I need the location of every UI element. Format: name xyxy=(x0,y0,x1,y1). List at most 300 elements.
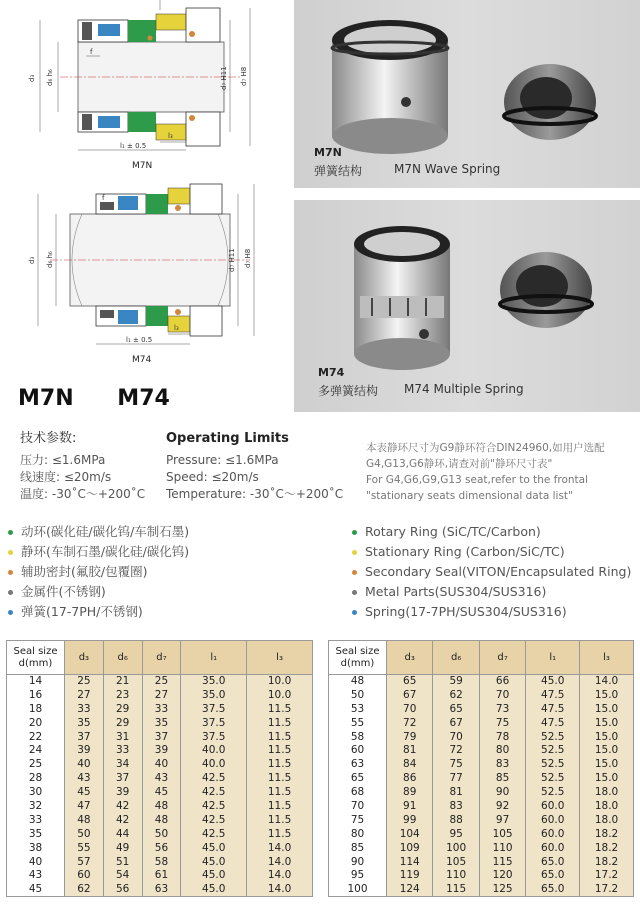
d6-label: d₆ h₆ xyxy=(46,251,54,268)
dimension-cell: 14.0 xyxy=(247,841,313,855)
bullet-dot-icon xyxy=(352,610,357,615)
dimension-cell: 65 xyxy=(387,675,433,689)
table-row xyxy=(329,702,634,716)
dimension-cell: 83 xyxy=(433,800,479,814)
dimension-cell: 14.0 xyxy=(247,869,313,883)
seal-size-cell: 80 xyxy=(329,827,387,841)
dimension-cell: 11.5 xyxy=(247,772,313,786)
dimension-cell: 95 xyxy=(433,827,479,841)
material-item: Secondary Seal(VITON/Encapsulated Ring) xyxy=(352,562,631,582)
dimension-cell: 18.2 xyxy=(580,827,634,841)
dimension-cell: 85 xyxy=(479,772,525,786)
seal-size-cell: 90 xyxy=(329,855,387,869)
header-dimension: d₇ xyxy=(142,641,181,675)
seal-size-cell: 40 xyxy=(7,855,65,869)
dimension-cell: 18.2 xyxy=(580,855,634,869)
dimension-cell: 11.5 xyxy=(247,730,313,744)
seal-size-cell: 55 xyxy=(329,716,387,730)
bullet-dot-icon xyxy=(8,530,13,535)
dimension-cell: 10.0 xyxy=(247,688,313,702)
seal-size-cell: 14 xyxy=(7,675,65,689)
dimension-cell: 11.5 xyxy=(247,786,313,800)
dimension-cell: 45.0 xyxy=(181,869,247,883)
dimension-cell: 63 xyxy=(142,883,181,897)
seal-size-cell: 48 xyxy=(329,675,387,689)
dimension-cell: 15.0 xyxy=(580,702,634,716)
photo-caption-en: M7N Wave Spring xyxy=(394,162,501,176)
dimension-cell: 11.5 xyxy=(247,702,313,716)
dimension-cell: 59 xyxy=(433,675,479,689)
material-item: 弹簧(17-7PH/不锈钢) xyxy=(8,602,189,622)
table-row xyxy=(329,841,634,855)
photo-caption-en: M74 Multiple Spring xyxy=(404,382,524,396)
model-titles xyxy=(18,386,206,411)
params-en-column xyxy=(166,452,343,503)
param-speed-zh: 线速度: ≤20m/s xyxy=(20,470,112,484)
d7-h8-label: d₇ H8 xyxy=(240,66,248,86)
dimension-table-right xyxy=(328,640,634,897)
dimension-cell: 56 xyxy=(142,841,181,855)
m74-technical-drawing xyxy=(0,178,290,370)
dimension-cell: 15.0 xyxy=(580,716,634,730)
dimension-cell: 62 xyxy=(433,688,479,702)
seal-size-cell: 70 xyxy=(329,800,387,814)
table-row xyxy=(329,716,634,730)
table-row xyxy=(329,883,634,897)
d3-label: d₃ xyxy=(28,256,36,264)
bullet-dot-icon xyxy=(352,530,357,535)
photo-caption-zh: 多弹簧结构 xyxy=(318,384,379,398)
table-row xyxy=(7,716,313,730)
dimension-cell: 48 xyxy=(142,813,181,827)
dimension-cell: 45.0 xyxy=(181,855,247,869)
seal-size-cell: 35 xyxy=(7,827,65,841)
d7-h11-label: d₇ H11 xyxy=(228,248,236,272)
d3-label: d₃ xyxy=(28,74,36,82)
dimension-cell: 109 xyxy=(387,841,433,855)
dimension-cell: 52.5 xyxy=(526,786,580,800)
dimension-cell: 37 xyxy=(142,730,181,744)
dimension-cell: 42.5 xyxy=(181,813,247,827)
dimension-cell: 45.0 xyxy=(181,841,247,855)
dimension-cell: 92 xyxy=(479,800,525,814)
dimension-cell: 37 xyxy=(65,730,104,744)
dimension-cell: 15.0 xyxy=(580,758,634,772)
dimension-cell: 58 xyxy=(142,855,181,869)
m74-product-photo xyxy=(294,200,640,412)
dimension-cell: 18.2 xyxy=(580,841,634,855)
dimension-cell: 60.0 xyxy=(526,813,580,827)
seal-size-cell: 63 xyxy=(329,758,387,772)
materials-zh xyxy=(8,522,189,622)
table-row xyxy=(7,702,313,716)
header-dimension: d₇ xyxy=(479,641,525,675)
dimension-cell: 60.0 xyxy=(526,800,580,814)
dimension-cell: 47.5 xyxy=(526,688,580,702)
bullet-dot-icon xyxy=(352,590,357,595)
dimension-cell: 50 xyxy=(65,827,104,841)
dimension-cell: 60.0 xyxy=(526,827,580,841)
table-row xyxy=(329,758,634,772)
material-item: Rotary Ring (SiC/TC/Carbon) xyxy=(352,522,631,542)
dimension-cell: 43 xyxy=(142,772,181,786)
dimension-cell: 39 xyxy=(142,744,181,758)
d7-h11-label: d₇ H11 xyxy=(220,66,228,90)
seat-note-zh: 本表静环尺寸为G9静环符合DIN24960,如用户选配G4,G13,G6静环,请查对前"静环尺寸表" xyxy=(366,442,605,470)
d7-h8-label: d₇ H8 xyxy=(244,248,252,268)
photo-caption-zh: 弹簧结构 xyxy=(314,164,363,178)
table-row xyxy=(7,786,313,800)
f-label: f xyxy=(90,48,93,56)
dimension-cell: 37.5 xyxy=(181,702,247,716)
param-temperature-en: Temperature: -30˚C～+200˚C xyxy=(166,487,344,501)
dimension-cell: 27 xyxy=(142,688,181,702)
dimension-cell: 115 xyxy=(479,855,525,869)
dimension-cell: 115 xyxy=(433,883,479,897)
dimension-cell: 66 xyxy=(479,675,525,689)
dimension-cell: 34 xyxy=(103,758,142,772)
l1-label: l₁ ± 0.5 xyxy=(126,336,153,344)
m7n-seal-image xyxy=(294,0,640,188)
seal-size-cell: 22 xyxy=(7,730,65,744)
dimension-cell: 21 xyxy=(103,675,142,689)
dimension-cell: 17.2 xyxy=(580,883,634,897)
seal-size-cell: 100 xyxy=(329,883,387,897)
seal-size-cell: 95 xyxy=(329,869,387,883)
table-row xyxy=(7,772,313,786)
material-item: Metal Parts(SUS304/SUS316) xyxy=(352,582,631,602)
l3-label: l₃ xyxy=(168,132,173,140)
dimension-cell: 40.0 xyxy=(181,758,247,772)
table-row xyxy=(7,827,313,841)
drawing-caption: M7N xyxy=(132,161,153,171)
dimension-cell: 15.0 xyxy=(580,688,634,702)
dimension-table-left xyxy=(6,640,313,897)
dimension-cell: 50 xyxy=(142,827,181,841)
dimension-cell: 37.5 xyxy=(181,730,247,744)
table-row xyxy=(7,800,313,814)
table-row xyxy=(329,800,634,814)
dimension-cell: 75 xyxy=(433,758,479,772)
dimension-cell: 15.0 xyxy=(580,772,634,786)
dimension-cell: 35.0 xyxy=(181,688,247,702)
table-row xyxy=(329,772,634,786)
header-dimension: d₃ xyxy=(387,641,433,675)
bullet-dot-icon xyxy=(8,550,13,555)
dimension-cell: 52.5 xyxy=(526,730,580,744)
m74-seal-image xyxy=(294,200,640,412)
header-dimension: d₆ xyxy=(433,641,479,675)
table-row xyxy=(7,688,313,702)
table-row xyxy=(7,730,313,744)
dimension-cell: 70 xyxy=(479,688,525,702)
dimension-cell: 33 xyxy=(142,702,181,716)
seal-size-cell: 58 xyxy=(329,730,387,744)
dimension-cell: 42 xyxy=(103,800,142,814)
dimension-cell: 105 xyxy=(479,827,525,841)
dimension-cell: 81 xyxy=(387,744,433,758)
dimension-cell: 40.0 xyxy=(181,744,247,758)
table-row xyxy=(7,758,313,772)
seal-size-cell: 60 xyxy=(329,744,387,758)
dimension-cell: 10.0 xyxy=(247,675,313,689)
l3-label: l₃ xyxy=(174,324,179,332)
seal-size-cell: 68 xyxy=(329,786,387,800)
table-row xyxy=(7,869,313,883)
dimension-cell: 124 xyxy=(387,883,433,897)
table-row xyxy=(7,675,313,689)
header-dimension: l₃ xyxy=(580,641,634,675)
seal-size-cell: 18 xyxy=(7,702,65,716)
dimension-cell: 97 xyxy=(479,813,525,827)
dimension-cell: 99 xyxy=(387,813,433,827)
dimension-cell: 11.5 xyxy=(247,800,313,814)
material-item: 辅助密封(氟胶/包覆圈) xyxy=(8,562,189,582)
seal-size-cell: 38 xyxy=(7,841,65,855)
dimension-cell: 49 xyxy=(103,841,142,855)
header-dimension: l₁ xyxy=(526,641,580,675)
seal-size-cell: 75 xyxy=(329,813,387,827)
dimension-cell: 40 xyxy=(65,758,104,772)
bullet-dot-icon xyxy=(8,590,13,595)
table-row xyxy=(7,883,313,897)
dimension-cell: 35.0 xyxy=(181,675,247,689)
dimension-cell: 110 xyxy=(433,869,479,883)
table-row xyxy=(329,786,634,800)
dimension-cell: 67 xyxy=(387,688,433,702)
dimension-cell: 77 xyxy=(433,772,479,786)
dimension-cell: 45.0 xyxy=(181,883,247,897)
dimension-cell: 110 xyxy=(479,841,525,855)
table-row xyxy=(329,855,634,869)
dimension-cell: 62 xyxy=(65,883,104,897)
dimension-cell: 52.5 xyxy=(526,744,580,758)
seal-size-cell: 20 xyxy=(7,716,65,730)
dimension-cell: 40 xyxy=(142,758,181,772)
table-row xyxy=(329,688,634,702)
material-item: Stationary Ring (Carbon/SiC/TC) xyxy=(352,542,631,562)
dimension-cell: 35 xyxy=(65,716,104,730)
header-dimension: l₃ xyxy=(247,641,313,675)
dimension-cell: 47 xyxy=(65,800,104,814)
header-dimension: d₆ xyxy=(103,641,142,675)
dimension-cell: 72 xyxy=(433,744,479,758)
dimension-cell: 39 xyxy=(103,786,142,800)
table-header-row xyxy=(329,641,634,675)
dimension-cell: 29 xyxy=(103,702,142,716)
dimension-cell: 78 xyxy=(479,730,525,744)
seal-size-cell: 43 xyxy=(7,869,65,883)
dimension-cell: 72 xyxy=(387,716,433,730)
params-heading-zh: 技术参数: xyxy=(20,431,77,446)
dimension-cell: 88 xyxy=(433,813,479,827)
table-row xyxy=(7,855,313,869)
material-item: 金属件(不锈钢) xyxy=(8,582,189,602)
dimension-cell: 23 xyxy=(103,688,142,702)
seal-size-cell: 33 xyxy=(7,813,65,827)
material-item: Spring(17-7PH/SUS304/SUS316) xyxy=(352,602,631,622)
dimension-cell: 42.5 xyxy=(181,772,247,786)
param-pressure-zh: 压力: ≤1.6MPa xyxy=(20,453,106,467)
params-heading-en: Operating Limits xyxy=(166,431,289,446)
material-item: 动环(碳化硅/碳化钨/车制石墨) xyxy=(8,522,189,542)
dimension-cell: 25 xyxy=(65,675,104,689)
m7n-technical-drawing xyxy=(0,0,290,178)
dimension-cell: 89 xyxy=(387,786,433,800)
dimension-cell: 14.0 xyxy=(247,883,313,897)
table-row xyxy=(329,869,634,883)
dimension-cell: 45.0 xyxy=(526,675,580,689)
table-row xyxy=(329,744,634,758)
dimension-cell: 35 xyxy=(142,716,181,730)
seal-size-cell: 28 xyxy=(7,772,65,786)
dimension-cell: 52.5 xyxy=(526,758,580,772)
dimension-cell: 42 xyxy=(103,813,142,827)
dimension-cell: 91 xyxy=(387,800,433,814)
material-item: 静环(车制石墨/碳化硅/碳化钨) xyxy=(8,542,189,562)
dimension-cell: 114 xyxy=(387,855,433,869)
bullet-dot-icon xyxy=(352,550,357,555)
param-temperature-zh: 温度: -30˚C～+200˚C xyxy=(20,487,146,501)
dimension-cell: 119 xyxy=(387,869,433,883)
f-label: f xyxy=(102,194,105,202)
m7n-product-photo xyxy=(294,0,640,188)
dimension-cell: 48 xyxy=(65,813,104,827)
dimension-cell: 25 xyxy=(142,675,181,689)
dimension-cell: 65.0 xyxy=(526,869,580,883)
dimension-cell: 61 xyxy=(142,869,181,883)
param-speed-en: Speed: ≤20m/s xyxy=(166,470,259,484)
dimension-cell: 18.0 xyxy=(580,800,634,814)
dimension-cell: 100 xyxy=(433,841,479,855)
dimension-cell: 44 xyxy=(103,827,142,841)
dimension-cell: 47.5 xyxy=(526,702,580,716)
dimension-cell: 42.5 xyxy=(181,827,247,841)
dimension-cell: 42.5 xyxy=(181,786,247,800)
dimension-cell: 54 xyxy=(103,869,142,883)
dimension-cell: 83 xyxy=(479,758,525,772)
drawing-caption: M74 xyxy=(132,355,152,365)
dimension-cell: 14.0 xyxy=(247,855,313,869)
bullet-dot-icon xyxy=(8,610,13,615)
dimension-cell: 43 xyxy=(65,772,104,786)
photo-model: M7N xyxy=(314,146,342,159)
dimension-cell: 84 xyxy=(387,758,433,772)
seal-size-cell: 30 xyxy=(7,786,65,800)
dimension-cell: 45 xyxy=(142,786,181,800)
dimension-cell: 65.0 xyxy=(526,855,580,869)
dimension-cell: 60 xyxy=(65,869,104,883)
dimension-cell: 11.5 xyxy=(247,758,313,772)
dimension-cell: 52.5 xyxy=(526,772,580,786)
seal-size-cell: 50 xyxy=(329,688,387,702)
table-row xyxy=(329,813,634,827)
photo-model: M74 xyxy=(318,366,345,379)
dimension-cell: 47.5 xyxy=(526,716,580,730)
dimension-cell: 80 xyxy=(479,744,525,758)
dimension-cell: 104 xyxy=(387,827,433,841)
dimension-cell: 70 xyxy=(387,702,433,716)
bullet-dot-icon xyxy=(352,570,357,575)
dimension-cell: 70 xyxy=(433,730,479,744)
dimension-cell: 27 xyxy=(65,688,104,702)
table-row xyxy=(7,813,313,827)
dimension-cell: 55 xyxy=(65,841,104,855)
dimension-cell: 11.5 xyxy=(247,716,313,730)
model-title-m7n: M7N xyxy=(18,386,74,411)
dimension-cell: 15.0 xyxy=(580,730,634,744)
dimension-cell: 51 xyxy=(103,855,142,869)
table-header-row xyxy=(7,641,313,675)
dimension-cell: 48 xyxy=(142,800,181,814)
seat-note-en: For G4,G6,G9,G13 seat,refer to the frontal "stationary seats dimensional data list" xyxy=(366,474,588,502)
l1-label: l₁ ± 0.5 xyxy=(120,142,147,150)
table-row xyxy=(329,675,634,689)
seal-size-cell: 32 xyxy=(7,800,65,814)
dimension-cell: 11.5 xyxy=(247,813,313,827)
header-seal-size: Seal size d(mm) xyxy=(7,641,65,675)
dimension-cell: 15.0 xyxy=(580,744,634,758)
header-seal-size: Seal size d(mm) xyxy=(329,641,387,675)
seal-size-cell: 16 xyxy=(7,688,65,702)
dimension-cell: 73 xyxy=(479,702,525,716)
materials-en xyxy=(352,522,631,622)
dimension-cell: 75 xyxy=(479,716,525,730)
dimension-cell: 125 xyxy=(479,883,525,897)
dimension-cell: 29 xyxy=(103,716,142,730)
dimension-cell: 65 xyxy=(433,702,479,716)
dimension-cell: 56 xyxy=(103,883,142,897)
model-title-m74: M74 xyxy=(117,386,170,411)
seal-size-cell: 85 xyxy=(329,841,387,855)
seal-size-cell: 53 xyxy=(329,702,387,716)
seal-size-cell: 65 xyxy=(329,772,387,786)
dimension-cell: 17.2 xyxy=(580,869,634,883)
dimension-cell: 105 xyxy=(433,855,479,869)
table-row xyxy=(7,744,313,758)
seal-size-cell: 45 xyxy=(7,883,65,897)
dimension-cell: 31 xyxy=(103,730,142,744)
dimension-cell: 67 xyxy=(433,716,479,730)
d6-label: d₆ h₆ xyxy=(46,69,54,86)
dimension-cell: 14.0 xyxy=(580,675,634,689)
seal-size-cell: 25 xyxy=(7,758,65,772)
dimension-cell: 39 xyxy=(65,744,104,758)
dimension-cell: 33 xyxy=(103,744,142,758)
seat-note xyxy=(366,440,638,504)
table-row xyxy=(329,827,634,841)
table-row xyxy=(7,841,313,855)
table-row xyxy=(329,730,634,744)
dimension-cell: 90 xyxy=(479,786,525,800)
param-pressure-en: Pressure: ≤1.6MPa xyxy=(166,453,279,467)
dimension-cell: 81 xyxy=(433,786,479,800)
dimension-cell: 11.5 xyxy=(247,744,313,758)
header-dimension: l₁ xyxy=(181,641,247,675)
params-zh-column xyxy=(20,452,145,503)
dimension-cell: 33 xyxy=(65,702,104,716)
dimension-cell: 11.5 xyxy=(247,827,313,841)
dimension-cell: 65.0 xyxy=(526,883,580,897)
dimension-cell: 42.5 xyxy=(181,800,247,814)
bullet-dot-icon xyxy=(8,570,13,575)
seal-size-cell: 24 xyxy=(7,744,65,758)
dimension-cell: 79 xyxy=(387,730,433,744)
dimension-cell: 37 xyxy=(103,772,142,786)
dimension-cell: 57 xyxy=(65,855,104,869)
dimension-cell: 37.5 xyxy=(181,716,247,730)
dimension-cell: 45 xyxy=(65,786,104,800)
